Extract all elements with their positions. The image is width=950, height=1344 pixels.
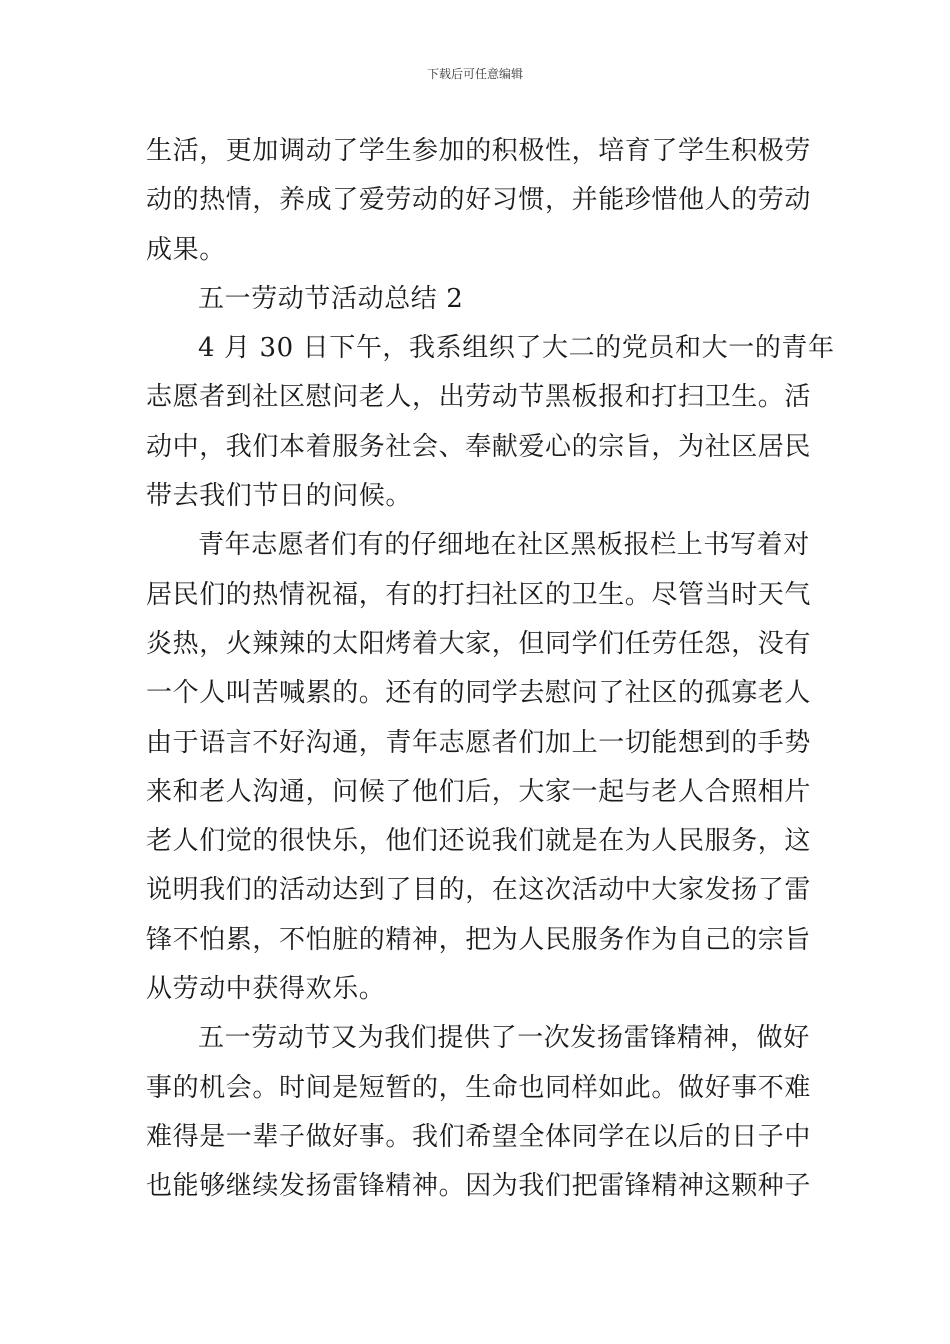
page-header: 下载后可任意编辑 [426,67,523,81]
text-line: 锋不怕累，不怕脏的精神，把为人民服务作为自己的宗旨 [146,924,812,955]
text-line: 动中，我们本着服务社会、奉献爱心的宗旨，为社区居民 [146,431,812,462]
text-line: 志愿者到社区慰问老人，出劳动节黑板报和打扫卫生。活 [146,382,812,413]
text-line: 4 月 30 日下午，我系组织了大二的党员和大一的青年 [198,333,835,364]
text-line: 带去我们节日的问候。 [146,481,413,512]
text-line: 事的机会。时间是短暂的，生命也同样如此。做好事不难 [146,1072,812,1103]
text-line: 难得是一辈子做好事。我们希望全体同学在以后的日子中 [146,1121,812,1152]
text-line: 说明我们的活动达到了目的，在这次活动中大家发扬了雷 [146,875,812,906]
text-line: 青年志愿者们有的仔细地在社区黑板报栏上书写着对 [198,530,810,561]
document-body [146,127,835,1212]
text-line: 生活，更加调动了学生参加的积极性，培育了学生积极劳 [146,136,812,166]
text-line: 老人们觉的很快乐，他们还说我们就是在为人民服务，这 [146,826,812,857]
text-line: 五一劳动节又为我们提供了一次发扬雷锋精神，做好 [198,1023,810,1054]
text-line: 从劳动中获得欢乐。 [146,974,386,1005]
text-line: 动的热情，养成了爱劳动的好习惯，并能珍惜他人的劳动 [146,185,812,216]
text-line: 居民们的热情祝福，有的打扫社区的卫生。尽管当时天气 [146,579,812,610]
text-line: 由于语言不好沟通，青年志愿者们加上一切能想到的手势 [146,727,812,758]
text-line: 也能够继续发扬雷锋精神。因为我们把雷锋精神这颗种子 [146,1171,812,1202]
text-line: 成果。 [146,234,226,265]
text-line: 炎热，火辣辣的太阳烤着大家，但同学们任劳任怨，没有 [146,628,812,659]
text-line: 一个人叫苦喊累的。还有的同学去慰问了社区的孤寡老人 [146,678,812,709]
text-line: 来和老人沟通，问候了他们后，大家一起与老人合照相片 [146,776,812,807]
section-title: 五一劳动节活动总结 2 [198,283,464,314]
